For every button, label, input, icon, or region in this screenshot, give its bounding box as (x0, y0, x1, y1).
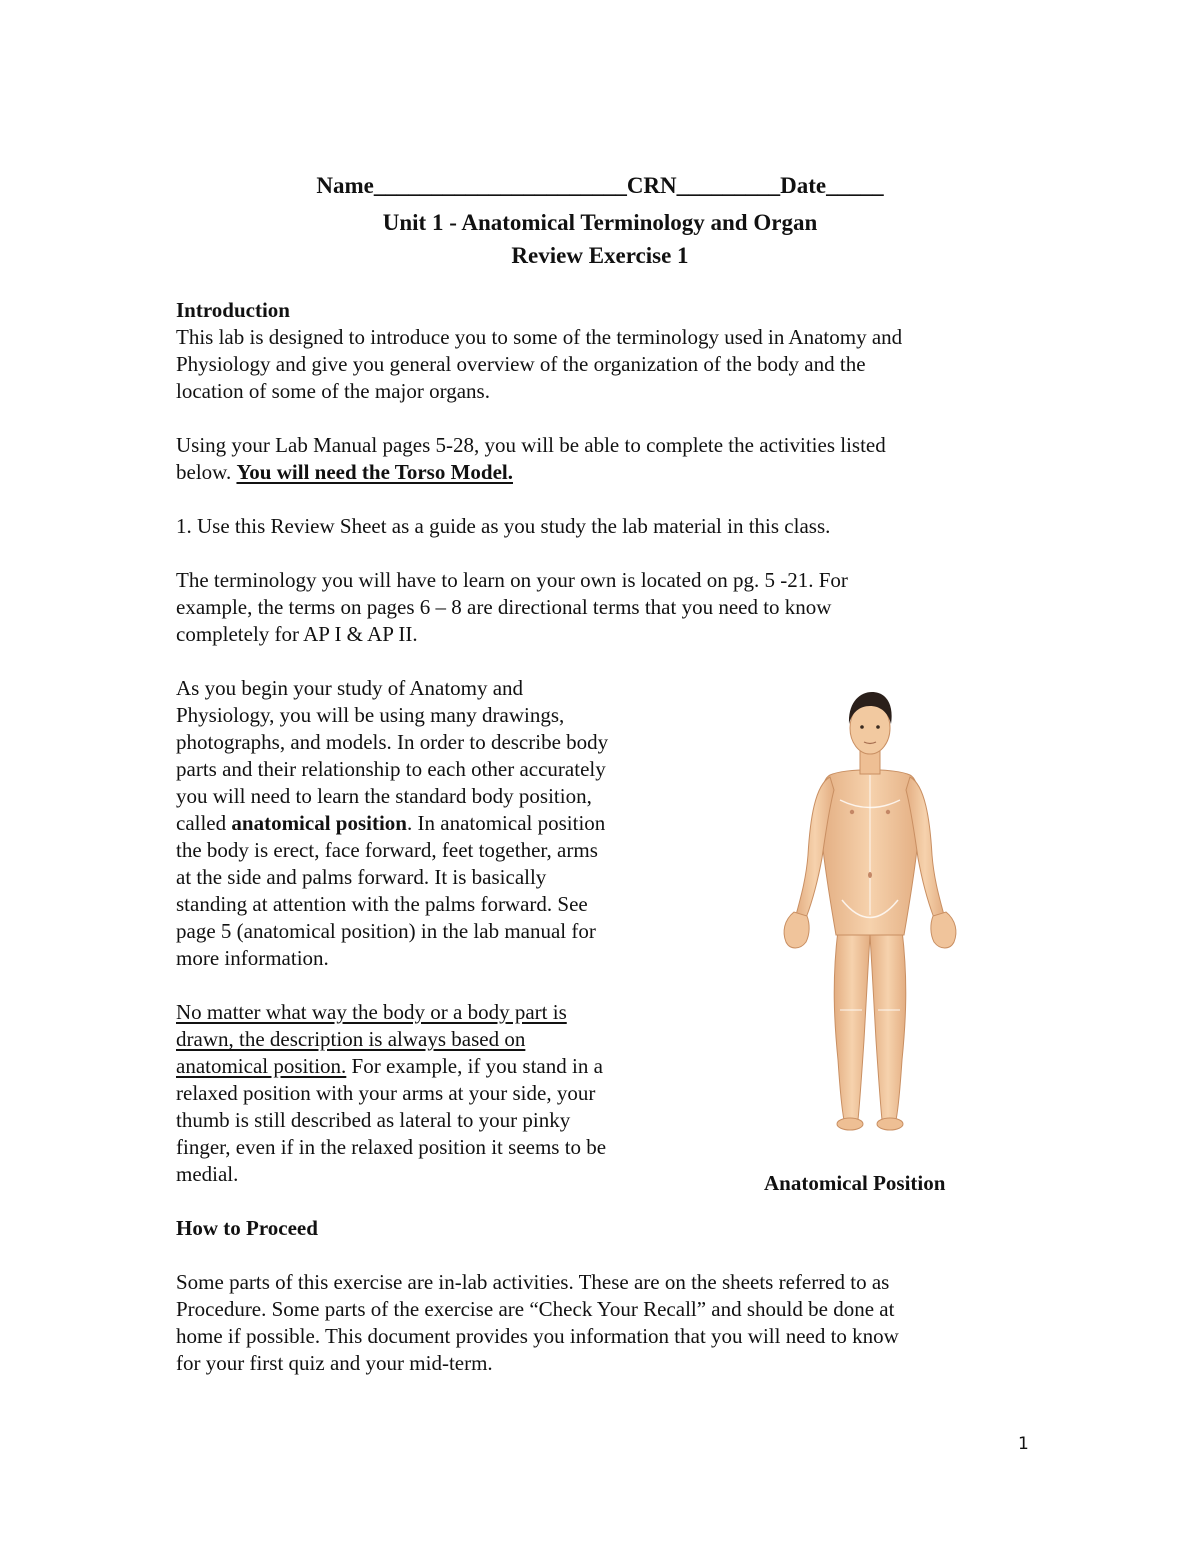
underlined-rule-line: No matter what way the body or a body part is (176, 1000, 567, 1024)
rule-example-line (176, 1053, 603, 1080)
proceed-paragraph-line: for your first quiz and your mid-term. (176, 1351, 493, 1375)
right-eye (876, 725, 880, 729)
after-term-text: . In anatomical position (407, 811, 606, 835)
underlined-rule-line: drawn, the description is always based on (176, 1027, 526, 1051)
figure-caption: Anatomical Position (764, 1171, 946, 1195)
page-number: 1 (1018, 1434, 1029, 1454)
left-eye (860, 725, 864, 729)
right-nipple (886, 810, 890, 814)
anatomical-position-term: anatomical position (231, 811, 407, 835)
anatomy-paragraph-line: photographs, and models. In order to describe body (176, 730, 609, 754)
navel (868, 872, 872, 878)
page-subtitle: Review Exercise 1 (511, 243, 689, 268)
introduction-heading: Introduction (176, 298, 290, 322)
terminology-line: example, the terms on pages 6 – 8 are directional terms that you need to know (176, 595, 832, 619)
proceed-paragraph-line: Some parts of this exercise are in-lab activities. These are on the sheets referred to as (176, 1270, 890, 1294)
terminology-line: completely for AP I & AP II. (176, 622, 418, 646)
intro-paragraph-line: Physiology and give you general overview of the organization of the body and the (176, 352, 866, 376)
anatomy-paragraph-line: page 5 (anatomical position) in the lab manual for (176, 919, 596, 943)
anatomy-paragraph-line: you will need to learn the standard body position, (176, 784, 592, 808)
right-foot (877, 1118, 903, 1130)
anatomy-paragraph-line: more information. (176, 946, 329, 970)
anatomical-position-figure (770, 680, 970, 1150)
anatomy-paragraph-line: Physiology, you will be using many drawings, (176, 703, 565, 727)
left-leg (834, 930, 870, 1120)
called-text: called (176, 811, 227, 835)
torso-model-line (176, 459, 513, 486)
underlined-rule-end: anatomical position. (176, 1054, 347, 1078)
left-hand (784, 912, 809, 948)
right-leg (870, 930, 906, 1120)
proceed-paragraph-line: Procedure. Some parts of the exercise are “Check Your Recall” and should be done at (176, 1297, 895, 1321)
name-crn-date-line: Name______________________CRN_________Date_____ (316, 173, 884, 198)
list-item-1: 1. Use this Review Sheet as a guide as you study the lab material in this class. (176, 514, 831, 538)
anatomical-position-definition-line (176, 810, 605, 837)
lab-manual-line: Using your Lab Manual pages 5-28, you will be able to complete the activities listed (176, 433, 886, 457)
example-start-text: For example, if you stand in a (346, 1054, 603, 1078)
torso-model-note: You will need the Torso Model. (236, 460, 513, 484)
anatomy-paragraph-line: parts and their relationship to each other accurately (176, 757, 606, 781)
page-title: Unit 1 - Anatomical Terminology and Organ (382, 210, 818, 235)
anatomy-paragraph-line: As you begin your study of Anatomy and (176, 676, 524, 700)
left-nipple (850, 810, 854, 814)
anatomy-paragraph-line: standing at attention with the palms forward. See (176, 892, 588, 916)
example-line: relaxed position with your arms at your side, your (176, 1081, 596, 1105)
example-line: medial. (176, 1162, 239, 1186)
how-to-proceed-heading: How to Proceed (176, 1216, 318, 1240)
proceed-paragraph-line: home if possible. This document provides you information that you will need to know (176, 1324, 899, 1348)
below-text: below. (176, 460, 232, 484)
terminology-line: The terminology you will have to learn on your own is located on pg. 5 -21. For (176, 568, 848, 592)
right-hand (931, 912, 956, 948)
anatomy-paragraph-line: the body is erect, face forward, feet together, arms (176, 838, 598, 862)
anatomy-paragraph-line: at the side and palms forward. It is basically (176, 865, 547, 889)
example-line: finger, even if in the relaxed position it seems to be (176, 1135, 607, 1159)
left-foot (837, 1118, 863, 1130)
intro-paragraph-line: location of some of the major organs. (176, 379, 490, 403)
intro-paragraph-line: This lab is designed to introduce you to some of the terminology used in Anatomy and (176, 325, 903, 349)
example-line: thumb is still described as lateral to your pinky (176, 1108, 571, 1132)
